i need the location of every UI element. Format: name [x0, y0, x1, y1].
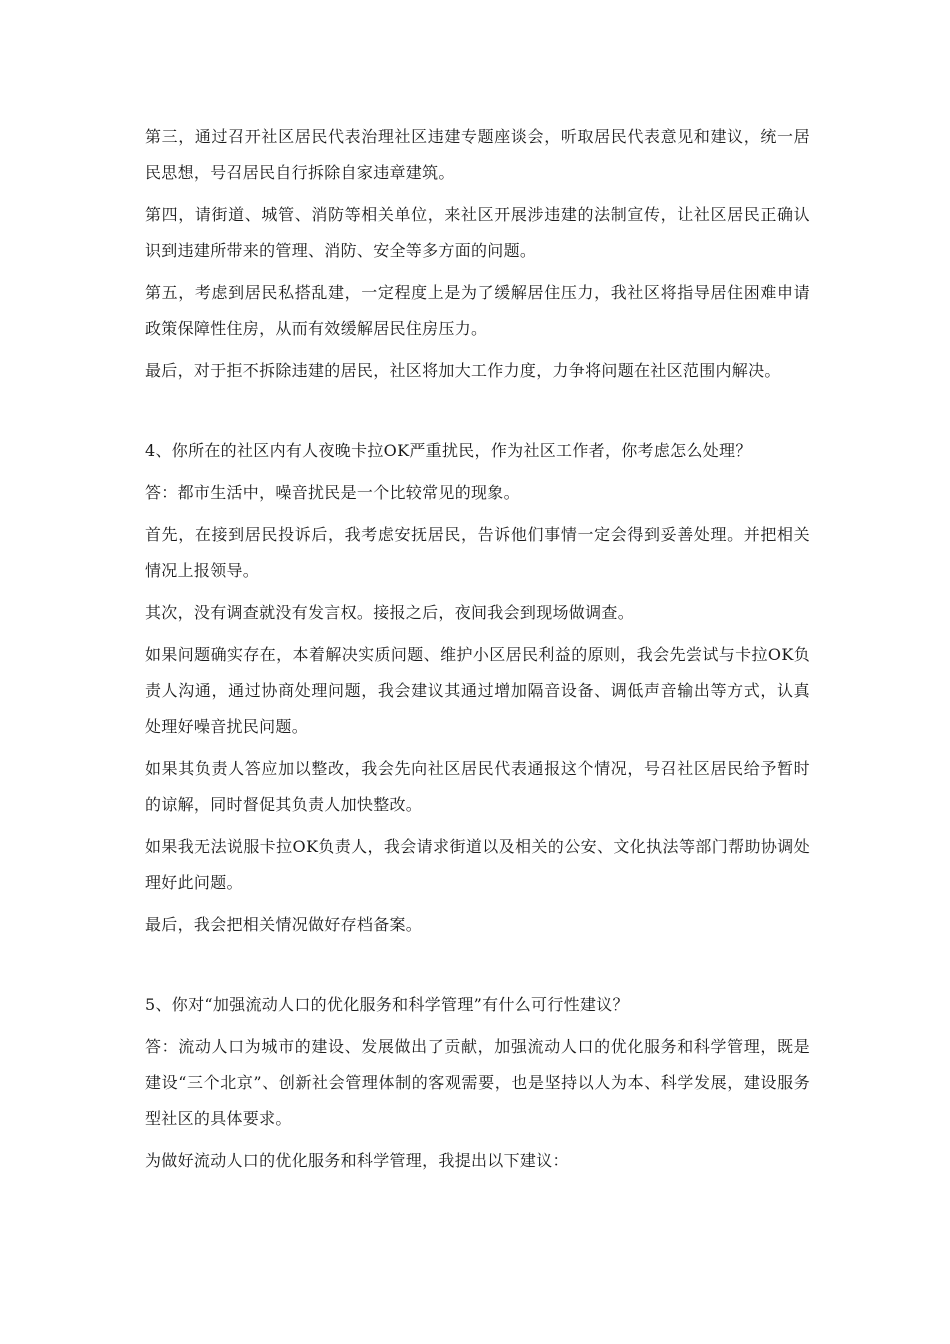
question-5: 5、你对“加强流动人口的优化服务和科学管理”有什么可行性建议？ — [145, 995, 629, 1014]
answer-4-if-agrees: 如果其负责人答应加以整改，我会先向社区居民代表通报这个情况，号召社区居民给予暂时的谅解，同时督促其负责人加快整改。 — [145, 759, 810, 814]
answer-4-second: 其次，没有调查就没有发言权。接报之后，夜间我会到现场做调查。 — [145, 603, 635, 622]
question-4: 4、你所在的社区内有人夜晚卡拉OK严重扰民，作为社区工作者，你考虑怎么处理？ — [145, 441, 752, 460]
paragraph-fifth-measure: 第五，考虑到居民私搭乱建，一定程度上是为了缓解居住压力，我社区将指导居住困难申请政策保障性住房，从而有效缓解居民住房压力。 — [145, 283, 810, 338]
paragraph-final-measure: 最后，对于拒不拆除违建的居民，社区将加大工作力度，力争将问题在社区范围内解决。 — [145, 361, 781, 380]
answer-4-first: 首先，在接到居民投诉后，我考虑安抚居民，告诉他们事情一定会得到妥善处理。并把相关情况上报领导。 — [145, 525, 810, 580]
answer-4-if-confirmed: 如果问题确实存在，本着解决实质问题、维护小区居民利益的原则，我会先尝试与卡拉OK负责人沟通，通过协商处理问题，我会建议其通过增加隔音设备、调低声音输出等方式，认真处理好噪音扰民问题。 — [145, 645, 810, 736]
answer-4-intro: 答：都市生活中，噪音扰民是一个比较常见的现象。 — [145, 483, 520, 502]
answer-4-if-refuses: 如果我无法说服卡拉OK负责人，我会请求街道以及相关的公安、文化执法等部门帮助协调处理好此问题。 — [145, 837, 810, 892]
paragraph-fourth-measure: 第四，请街道、城管、消防等相关单位，来社区开展涉违建的法制宣传，让社区居民正确认识到违建所带来的管理、消防、安全等多方面的问题。 — [145, 205, 810, 260]
answer-5-intro: 答：流动人口为城市的建设、发展做出了贡献，加强流动人口的优化服务和科学管理，既是建设“三个北京”、创新社会管理体制的客观需要，也是坚持以人为本、科学发展，建设服务型社区的具体要求。 — [145, 1037, 810, 1128]
answer-5-suggestions-lead: 为做好流动人口的优化服务和科学管理，我提出以下建议： — [145, 1151, 569, 1170]
document-body — [145, 119, 810, 1185]
answer-4-finally: 最后，我会把相关情况做好存档备案。 — [145, 915, 423, 934]
paragraph-third-measure: 第三，通过召开社区居民代表治理社区违建专题座谈会，听取居民代表意见和建议，统一居民思想，号召居民自行拆除自家违章建筑。 — [145, 127, 810, 182]
